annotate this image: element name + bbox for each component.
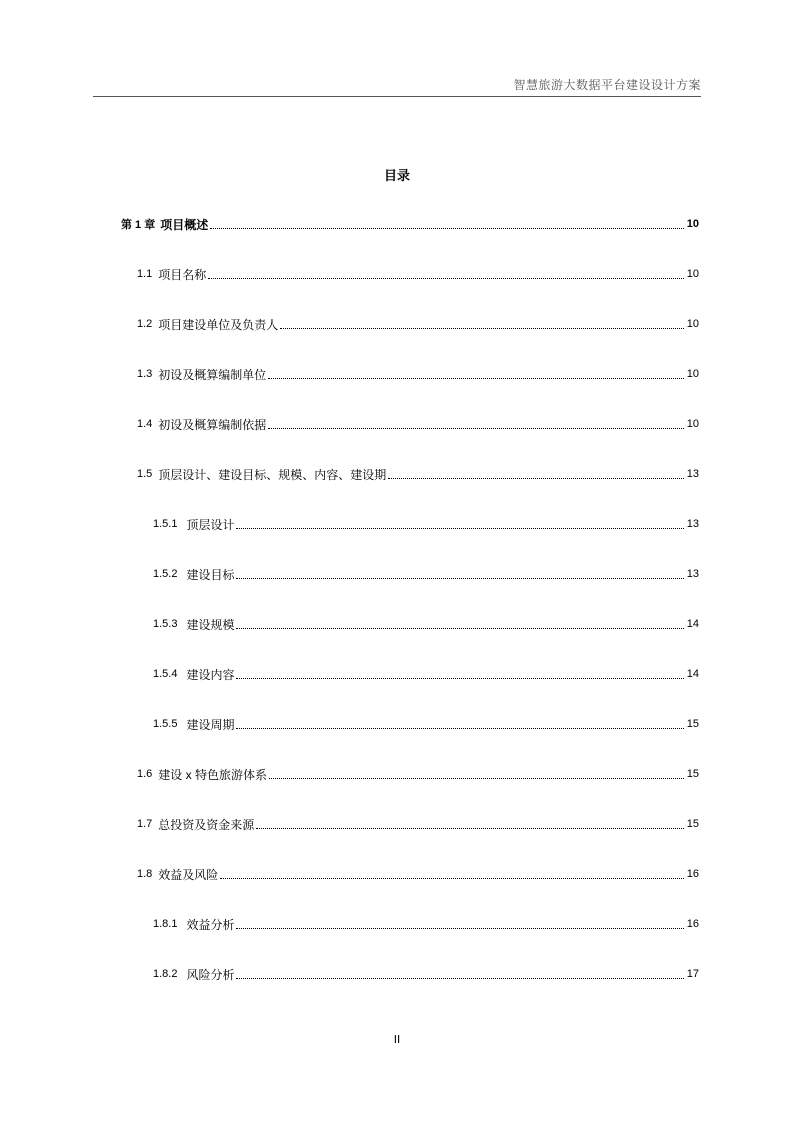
toc-entry-number: 1.2 [137, 318, 153, 330]
dot-leader [269, 777, 684, 779]
toc-entry-label: 初设及概算编制依据 [158, 417, 267, 432]
toc-entry[interactable] [153, 914, 699, 934]
toc-entry-label: 建设 x 特色旅游体系 [158, 767, 267, 782]
toc-entry[interactable] [153, 964, 699, 984]
toc-entry-page: 10 [686, 218, 699, 230]
toc-entry-page: 13 [686, 518, 699, 530]
toc-entry-page: 10 [686, 368, 699, 380]
dot-leader [280, 327, 683, 329]
toc-entry-number: 1.5 [137, 468, 153, 480]
toc-entry-number: 1.5.3 [153, 618, 178, 630]
toc-entry[interactable] [137, 464, 699, 484]
toc-entry[interactable] [121, 214, 699, 234]
dot-leader [236, 727, 683, 729]
toc-entry-label: 建设规模 [186, 617, 235, 632]
toc-entry-page: 15 [686, 818, 699, 830]
toc-entry-number: 1.8 [137, 868, 153, 880]
toc-entry-page: 10 [686, 418, 699, 430]
dot-leader [268, 377, 683, 379]
dot-leader [236, 677, 683, 679]
toc-entry-page: 15 [686, 718, 699, 730]
toc-entry-label: 风险分析 [186, 967, 235, 982]
toc-entry-number: 1.1 [137, 268, 153, 280]
toc-entry-page: 10 [686, 268, 699, 280]
toc-entry-number: 1.4 [137, 418, 153, 430]
toc-entry-page: 13 [686, 468, 699, 480]
toc-entry-label: 顶层设计、建设目标、规模、内容、建设期 [158, 467, 387, 482]
toc-entry-number: 1.5.4 [153, 668, 178, 680]
toc-entry[interactable] [137, 264, 699, 284]
toc-entry-number: 第 1 章 [121, 219, 156, 231]
dot-leader [236, 577, 683, 579]
toc-entry-number: 1.5.2 [153, 568, 178, 580]
toc-entry-label: 效益及风险 [158, 867, 219, 882]
toc-entry-number: 1.8.2 [153, 968, 178, 980]
dot-leader [268, 427, 683, 429]
toc-entry-label: 初设及概算编制单位 [158, 367, 267, 382]
toc-entry[interactable] [137, 764, 699, 784]
toc-entry[interactable] [153, 664, 699, 684]
dot-leader [220, 877, 683, 879]
toc-title: 目录 [383, 168, 410, 183]
dot-leader [236, 927, 683, 929]
dot-leader [236, 977, 683, 979]
toc-entry[interactable] [137, 314, 699, 334]
dot-leader [210, 227, 684, 229]
toc-entry-label: 总投资及资金来源 [158, 817, 255, 832]
toc-entry[interactable] [153, 564, 699, 584]
dot-leader [208, 277, 683, 279]
toc-entry-page: 14 [686, 618, 699, 630]
toc-entry[interactable] [153, 614, 699, 634]
toc-entry-label: 建设目标 [186, 567, 235, 582]
toc-entry-number: 1.7 [137, 818, 153, 830]
toc-entry-number: 1.5.5 [153, 718, 178, 730]
toc-entry-label: 项目建设单位及负责人 [158, 317, 279, 332]
toc-entry-page: 15 [686, 768, 699, 780]
toc-entry-label: 项目名称 [158, 267, 207, 282]
toc-entry-label: 顶层设计 [186, 517, 235, 532]
dot-leader [388, 477, 683, 479]
toc-entry-number: 1.5.1 [153, 518, 178, 530]
toc-entry-page: 16 [686, 918, 699, 930]
toc-entry-page: 10 [686, 318, 699, 330]
toc-entry-number: 1.3 [137, 368, 153, 380]
toc-entry[interactable] [137, 414, 699, 434]
toc-entry[interactable] [137, 364, 699, 384]
dot-leader [236, 627, 683, 629]
toc-entry-page: 16 [686, 868, 699, 880]
toc-entry-label: 效益分析 [186, 917, 235, 932]
toc-entry-page: 17 [686, 968, 699, 980]
dot-leader [256, 827, 683, 829]
toc-entry-label: 建设内容 [186, 667, 235, 682]
toc-entry[interactable] [137, 864, 699, 884]
toc-entry-label: 项目概述 [160, 217, 209, 232]
toc-entry[interactable] [137, 814, 699, 834]
toc-entry[interactable] [153, 514, 699, 534]
toc-entry[interactable] [153, 714, 699, 734]
toc-entry-page: 14 [686, 668, 699, 680]
page-number: II [393, 1033, 401, 1046]
header-title: 智慧旅游大数据平台建设设计方案 [513, 78, 701, 92]
toc-entry-number: 1.8.1 [153, 918, 178, 930]
dot-leader [236, 527, 683, 529]
toc-entry-number: 1.6 [137, 768, 153, 780]
toc-entry-label: 建设周期 [186, 717, 235, 732]
toc-entry-page: 13 [686, 568, 699, 580]
